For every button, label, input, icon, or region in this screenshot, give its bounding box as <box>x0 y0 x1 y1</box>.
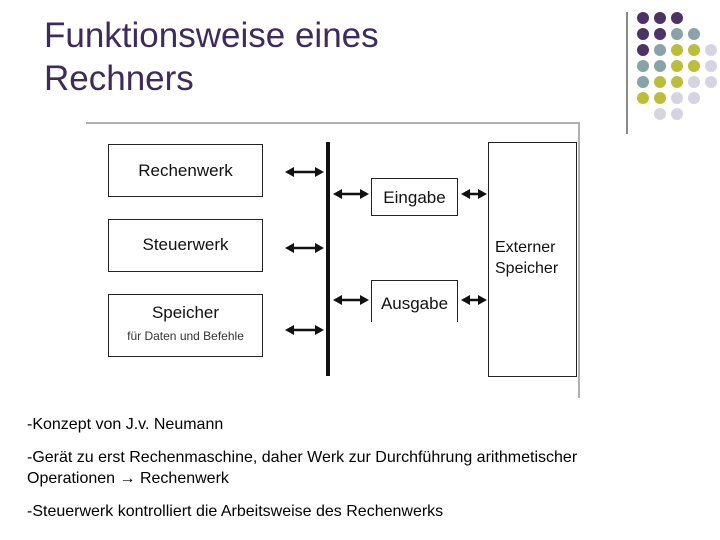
arrow-rechenwerk-bus <box>285 167 324 177</box>
bullet-1: -Konzept von J.v. Neumann <box>27 416 224 433</box>
bullet-2 <box>27 447 707 489</box>
arrow-bus-ausgabe <box>333 295 369 305</box>
externer-line-2: Speicher <box>495 260 559 277</box>
title-divider <box>626 12 628 134</box>
arrow-ausgabe-externer <box>461 295 487 305</box>
arrow-bus-eingabe <box>333 189 369 199</box>
bullet-2-line-1: -Gerät zu erst Rechenmaschine, daher Werk zur Durchführung arithmetischer <box>27 449 578 466</box>
eingabe-label: Eingabe <box>383 188 446 207</box>
externer-line-1: Externer <box>495 239 556 256</box>
speicher-sublabel: für Daten und Befehle <box>127 329 244 343</box>
diagram-arrows <box>86 122 580 398</box>
bullet-2-line-2-prefix: Operationen <box>27 470 116 487</box>
arrow-speicher-bus <box>285 325 324 335</box>
speicher-label: Speicher <box>151 303 220 322</box>
title-line-2: Rechners <box>44 59 194 98</box>
rechenwerk-label: Rechenwerk <box>138 161 233 180</box>
bullet-3: -Steuerwerk kontrolliert die Arbeitsweise des Rechenwerks <box>27 503 444 520</box>
bullet-2-line-2-suffix: Rechenwerk <box>139 470 229 487</box>
slide-title <box>44 14 604 100</box>
arrow-eingabe-externer <box>461 189 487 199</box>
right-arrow-icon: → <box>119 470 136 487</box>
bullet-list <box>27 414 707 534</box>
ausgabe-label: Ausgabe <box>380 294 449 313</box>
decorative-dot-grid <box>636 12 720 122</box>
title-line-1: Funktionsweise eines <box>44 16 379 55</box>
von-neumann-diagram <box>86 122 580 398</box>
steuerwerk-label: Steuerwerk <box>142 235 229 254</box>
arrow-steuerwerk-bus <box>285 243 324 253</box>
